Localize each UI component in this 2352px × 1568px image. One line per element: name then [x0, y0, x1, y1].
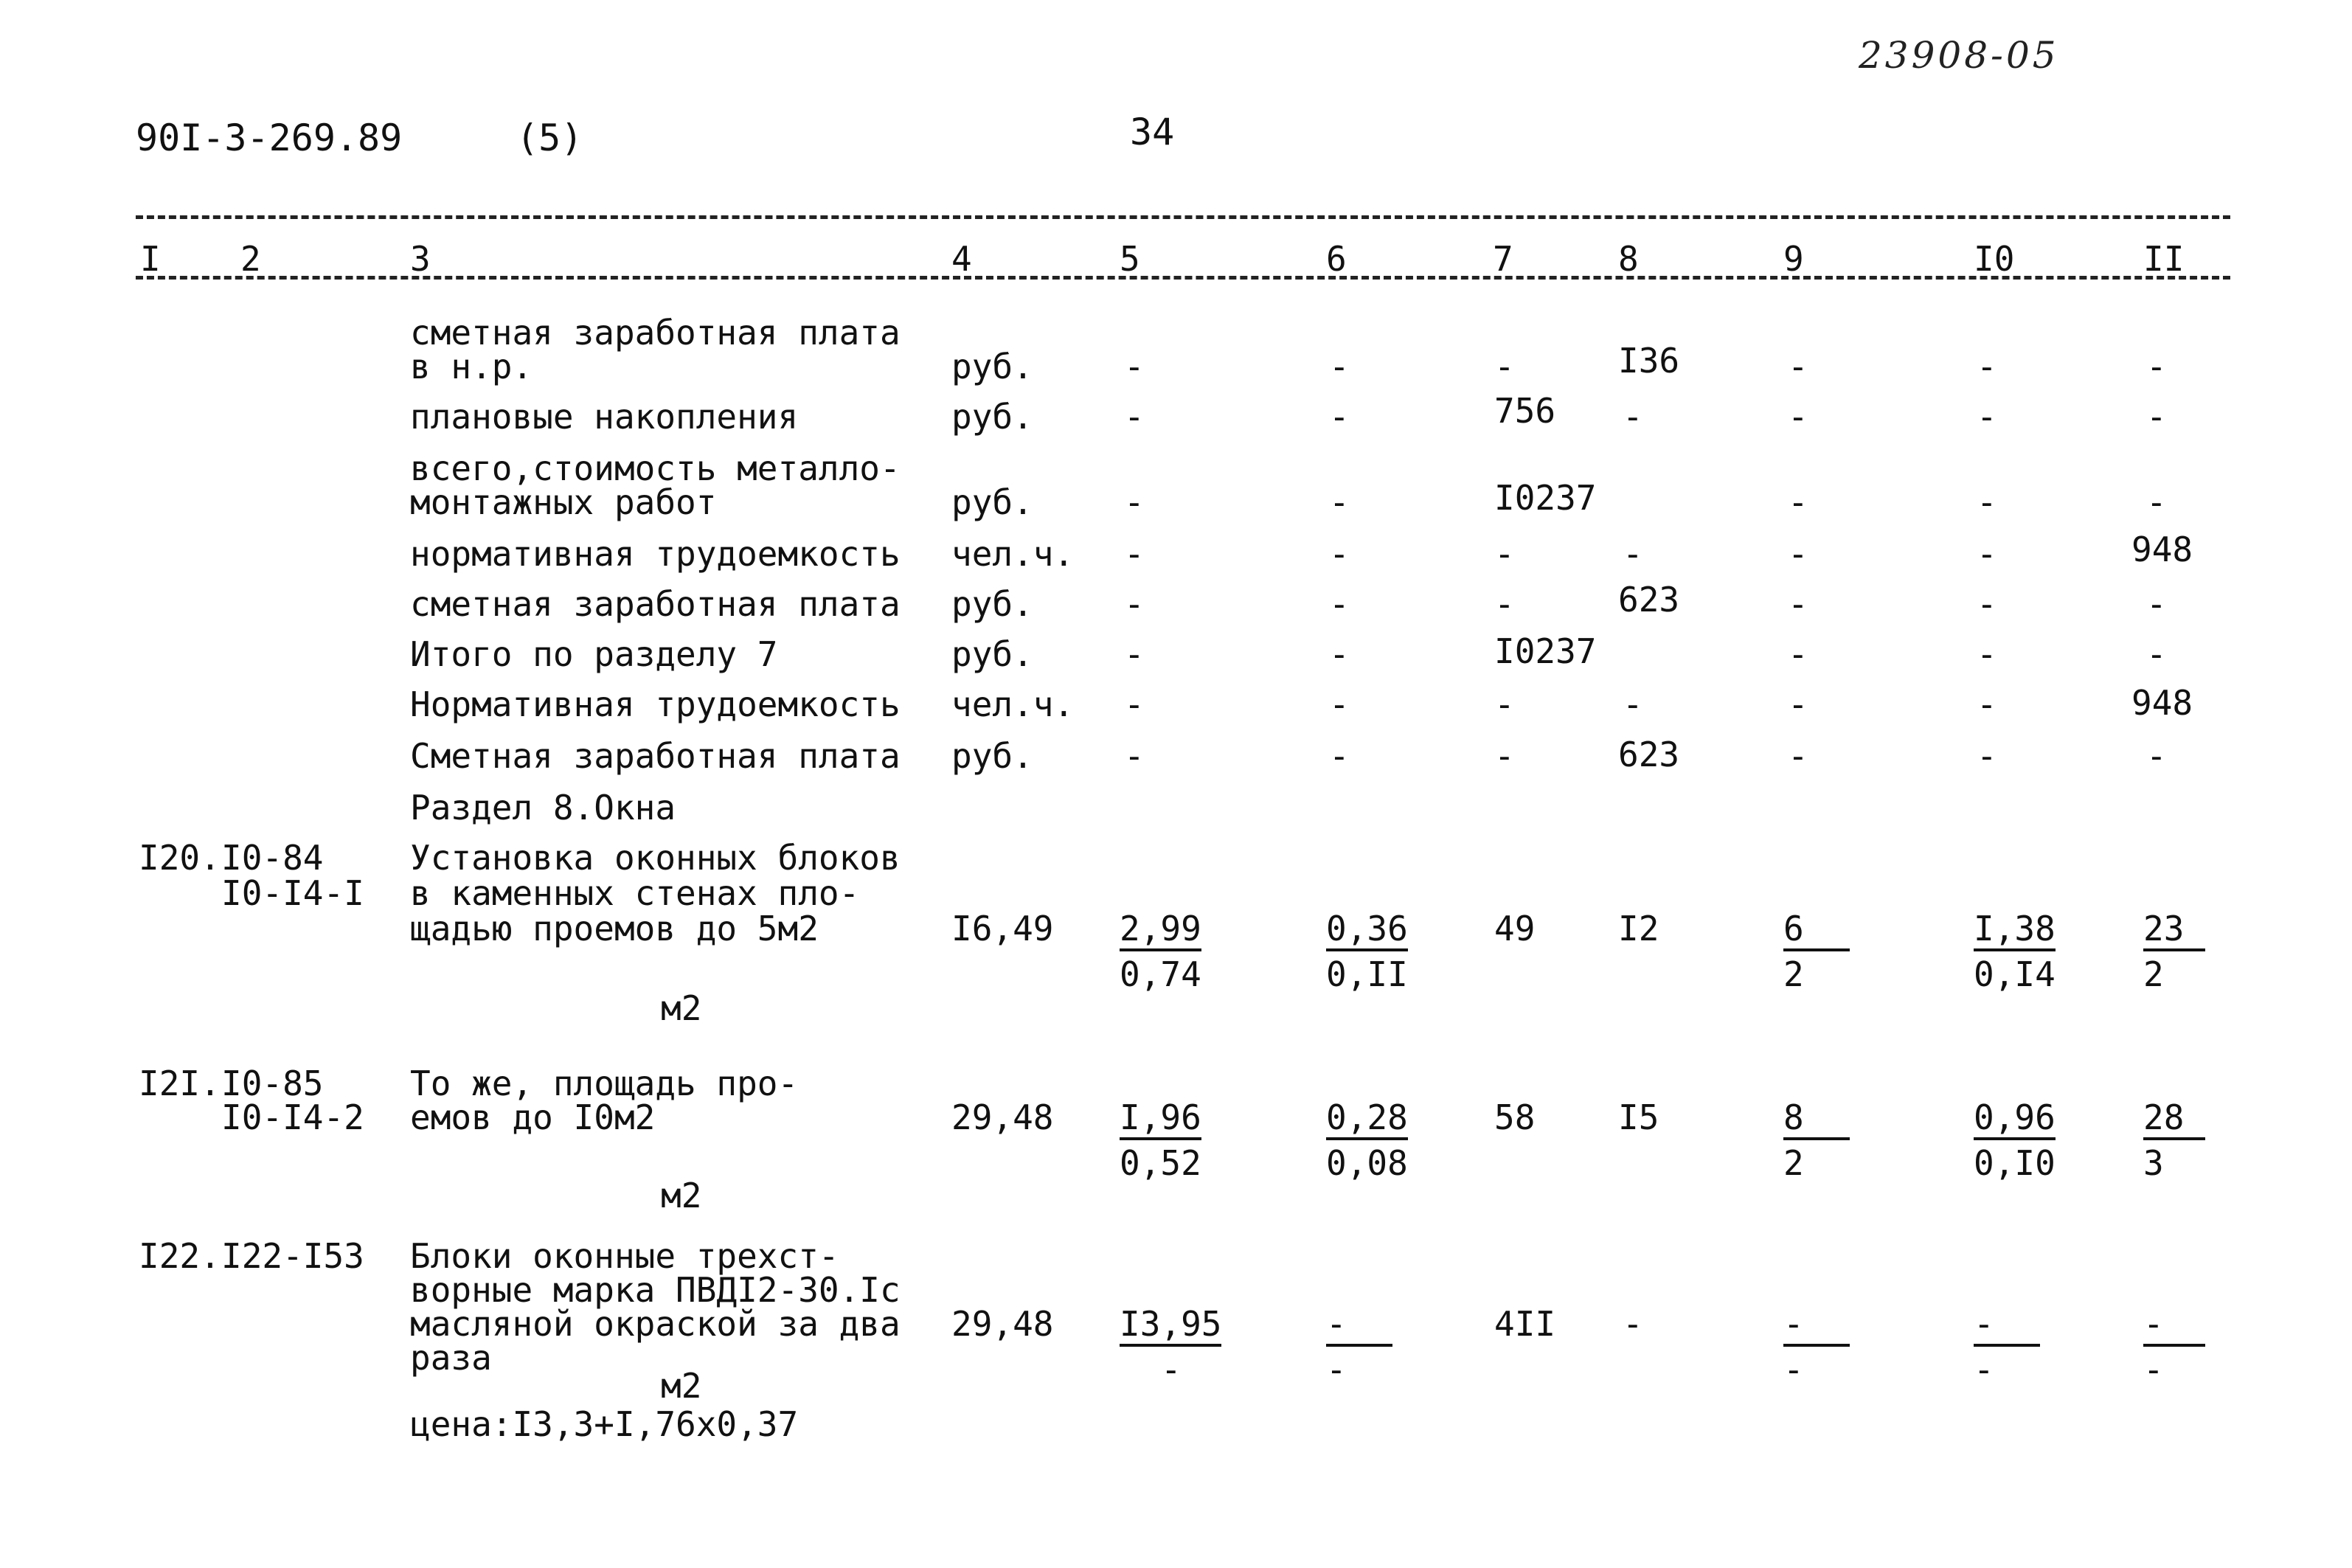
fraction-numerator: - [1783, 1307, 1850, 1347]
item-c4: I6,49 [951, 909, 1054, 948]
summary-row-c5: - [1124, 397, 1145, 437]
item-c9-fraction [1783, 1304, 1850, 1390]
item-c11-fraction [2143, 1097, 2205, 1183]
fraction-denominator: 2 [1783, 1143, 1804, 1183]
summary-row-c11: - [2146, 347, 2167, 386]
summary-row-c6: - [1329, 634, 1350, 674]
fraction-numerator: 2,99 [1120, 912, 1201, 951]
summary-row-c8: - [1623, 684, 1643, 724]
item-unit: м2 [661, 1366, 702, 1406]
summary-row-c9: - [1788, 736, 1808, 776]
fraction-numerator: 6 [1783, 912, 1850, 951]
fraction-numerator: 0,28 [1326, 1100, 1408, 1140]
item-c4: 29,48 [951, 1097, 1054, 1137]
summary-row-c7: - [1494, 684, 1515, 724]
item-name: ворные марка ПВДI2-30.Iс [410, 1270, 901, 1310]
summary-row-unit: руб. [951, 482, 1033, 522]
item-c9-fraction [1783, 909, 1850, 994]
fraction-denominator: 0,I0 [1974, 1143, 2056, 1183]
item-code: I0-85 [221, 1064, 324, 1103]
item-name: Установка оконных блоков [410, 838, 901, 878]
summary-row-c10: - [1977, 534, 1997, 574]
summary-row-unit: чел.ч. [951, 534, 1075, 574]
summary-row-name-cont: монтажных работ [410, 482, 717, 522]
item-name: То же, площадь про- [410, 1064, 799, 1103]
summary-row-c6: - [1329, 347, 1350, 386]
fraction-numerator: 0,36 [1326, 912, 1408, 951]
item-name: масляной окраской за два [410, 1304, 901, 1344]
item-c5-fraction [1120, 1097, 1201, 1183]
col-header-2: 2 [240, 239, 261, 279]
summary-row-unit: руб. [951, 634, 1033, 674]
summary-row-c8: 623 [1618, 580, 1680, 620]
summary-row-c7: - [1494, 736, 1515, 776]
summary-row-c5: - [1124, 584, 1145, 624]
summary-row-c7: I0237 [1494, 631, 1597, 671]
summary-row-c8: I36 [1618, 341, 1680, 381]
summary-row-c11: 948 [2131, 530, 2193, 569]
fraction-numerator: 28 [2143, 1100, 2205, 1140]
item-c6-fraction [1326, 1304, 1392, 1390]
fraction-numerator: I,96 [1120, 1100, 1201, 1140]
fraction-denominator: - [1161, 1350, 1182, 1390]
item-number: I20. [139, 838, 221, 878]
summary-row-c9: - [1788, 347, 1808, 386]
fraction-denominator: 2 [1783, 954, 1804, 994]
item-name: в каменных стенах пло- [410, 873, 860, 913]
document-part: (5) [516, 117, 583, 159]
summary-row-c6: - [1329, 534, 1350, 574]
item-code: I0-84 [221, 838, 324, 878]
item-c7: 4II [1494, 1304, 1556, 1344]
summary-row-name: плановые накопления [410, 397, 799, 437]
fraction-numerator: 8 [1783, 1100, 1850, 1140]
summary-row-c8: - [1623, 397, 1643, 437]
fraction-numerator: - [1326, 1307, 1392, 1347]
summary-row-unit: руб. [951, 584, 1033, 624]
summary-row-c5: - [1124, 347, 1145, 386]
page-number: 34 [1130, 111, 1175, 153]
summary-row-c10: - [1977, 347, 1997, 386]
fraction-denominator: 0,I4 [1974, 954, 2056, 994]
summary-row-c6: - [1329, 684, 1350, 724]
item-number: I22. [139, 1236, 221, 1276]
header-top-rule [136, 215, 2230, 219]
col-header-3: 3 [410, 239, 431, 279]
summary-row-unit: руб. [951, 736, 1033, 776]
summary-row-c10: - [1977, 684, 1997, 724]
item-code: I0-I4-2 [221, 1097, 364, 1137]
summary-row-name: Нормативная трудоемкость [410, 684, 901, 724]
summary-row-name: сметная заработная плата [410, 584, 901, 624]
summary-row-c7: - [1494, 584, 1515, 624]
col-header-4: 4 [951, 239, 972, 279]
summary-row-c11: - [2146, 482, 2167, 522]
col-header-1: I [140, 239, 161, 279]
fraction-numerator: - [1974, 1307, 2040, 1347]
item-c8: I2 [1618, 909, 1659, 948]
fraction-denominator: - [1974, 1350, 1994, 1390]
fraction-numerator: I3,95 [1120, 1307, 1221, 1347]
item-c4: 29,48 [951, 1304, 1054, 1344]
summary-row-unit: руб. [951, 397, 1033, 437]
summary-row-c9: - [1788, 584, 1808, 624]
item-c6-fraction [1326, 1097, 1408, 1183]
item-code: I0-I4-I [221, 873, 364, 913]
item-c5-fraction [1120, 909, 1201, 994]
item-name: Блоки оконные трехст- [410, 1236, 839, 1276]
header-bottom-rule [136, 276, 2230, 280]
col-header-6: 6 [1326, 239, 1347, 279]
item-c9-fraction [1783, 1097, 1850, 1183]
item-c8: I5 [1618, 1097, 1659, 1137]
summary-row-c9: - [1788, 634, 1808, 674]
summary-row-name: Итого по разделу 7 [410, 634, 778, 674]
col-header-8: 8 [1618, 239, 1639, 279]
summary-row-c8: 623 [1618, 735, 1680, 774]
item-c10-fraction [1974, 1304, 2040, 1390]
item-unit: м2 [661, 1176, 702, 1215]
item-c5-fraction [1120, 1304, 1222, 1390]
fraction-numerator: I,38 [1974, 912, 2056, 951]
summary-row-name: сметная заработная плата [410, 313, 901, 353]
summary-row-c11: 948 [2131, 683, 2193, 723]
fraction-denominator: - [1783, 1350, 1804, 1390]
summary-row-c9: - [1788, 482, 1808, 522]
summary-row-c11: - [2146, 736, 2167, 776]
col-header-7: 7 [1493, 239, 1513, 279]
fraction-denominator: 0,II [1326, 954, 1408, 994]
summary-row-c10: - [1977, 634, 1997, 674]
col-header-5: 5 [1120, 239, 1140, 279]
item-c11-fraction [2143, 1304, 2205, 1390]
summary-row-name: всего,стоимость металло- [410, 448, 901, 488]
summary-row-c7: - [1494, 347, 1515, 386]
item-name: раза [410, 1338, 492, 1378]
col-header-11: II [2143, 239, 2185, 279]
summary-row-c5: - [1124, 736, 1145, 776]
item-name: емов до I0м2 [410, 1097, 656, 1137]
fraction-denominator: - [2143, 1350, 2164, 1390]
item-c11-fraction [2143, 909, 2205, 994]
summary-row-c11: - [2146, 397, 2167, 437]
summary-row-c7: 756 [1494, 391, 1556, 431]
summary-row-c5: - [1124, 482, 1145, 522]
summary-row-c5: - [1124, 684, 1145, 724]
summary-row-c5: - [1124, 634, 1145, 674]
summary-row-c10: - [1977, 397, 1997, 437]
summary-row-c6: - [1329, 584, 1350, 624]
document-code: 90I-3-269.89 [136, 117, 403, 159]
fraction-denominator: 0,74 [1120, 954, 1201, 994]
summary-row-c6: - [1329, 482, 1350, 522]
item-c6-fraction [1326, 909, 1408, 994]
item-c10-fraction [1974, 909, 2056, 994]
fraction-denominator: 0,52 [1120, 1143, 1201, 1183]
summary-row-unit: чел.ч. [951, 684, 1075, 724]
item-c10-fraction [1974, 1097, 2056, 1183]
item-c7: 58 [1494, 1097, 1536, 1137]
fraction-numerator: 0,96 [1974, 1100, 2056, 1140]
fraction-denominator: 2 [2143, 954, 2164, 994]
summary-row-name-cont: в н.р. [410, 347, 533, 386]
item-number: I2I. [139, 1064, 221, 1103]
summary-row-c11: - [2146, 634, 2167, 674]
summary-row-c9: - [1788, 534, 1808, 574]
item-c7: 49 [1494, 909, 1536, 948]
summary-row-name: Сметная заработная плата [410, 736, 901, 776]
summary-row-name: нормативная трудоемкость [410, 534, 901, 574]
fraction-numerator: - [2143, 1307, 2205, 1347]
fraction-denominator: 0,08 [1326, 1143, 1408, 1183]
summary-row-c10: - [1977, 584, 1997, 624]
item-c8: - [1623, 1304, 1643, 1344]
summary-row-c7: - [1494, 534, 1515, 574]
section-title: Раздел 8.Окна [410, 788, 676, 828]
item-code: I22-I53 [221, 1236, 364, 1276]
item-unit: м2 [661, 988, 702, 1028]
summary-row-c6: - [1329, 736, 1350, 776]
fraction-denominator: 3 [2143, 1143, 2164, 1183]
summary-row-c9: - [1788, 397, 1808, 437]
summary-row-c11: - [2146, 584, 2167, 624]
price-note: цена:I3,3+I,76х0,37 [410, 1404, 799, 1444]
summary-row-c10: - [1977, 736, 1997, 776]
col-header-10: I0 [1974, 239, 2015, 279]
fraction-denominator: - [1326, 1350, 1347, 1390]
summary-row-c9: - [1788, 684, 1808, 724]
summary-row-c8: - [1623, 534, 1643, 574]
summary-row-c5: - [1124, 534, 1145, 574]
summary-row-c10: - [1977, 482, 1997, 522]
summary-row-c7: I0237 [1494, 478, 1597, 518]
handwritten-archive-number: 23908-05 [1859, 34, 2059, 77]
summary-row-unit: руб. [951, 347, 1033, 386]
summary-row-c6: - [1329, 397, 1350, 437]
col-header-9: 9 [1783, 239, 1804, 279]
item-name: щадью проемов до 5м2 [410, 909, 819, 948]
fraction-numerator: 23 [2143, 912, 2205, 951]
